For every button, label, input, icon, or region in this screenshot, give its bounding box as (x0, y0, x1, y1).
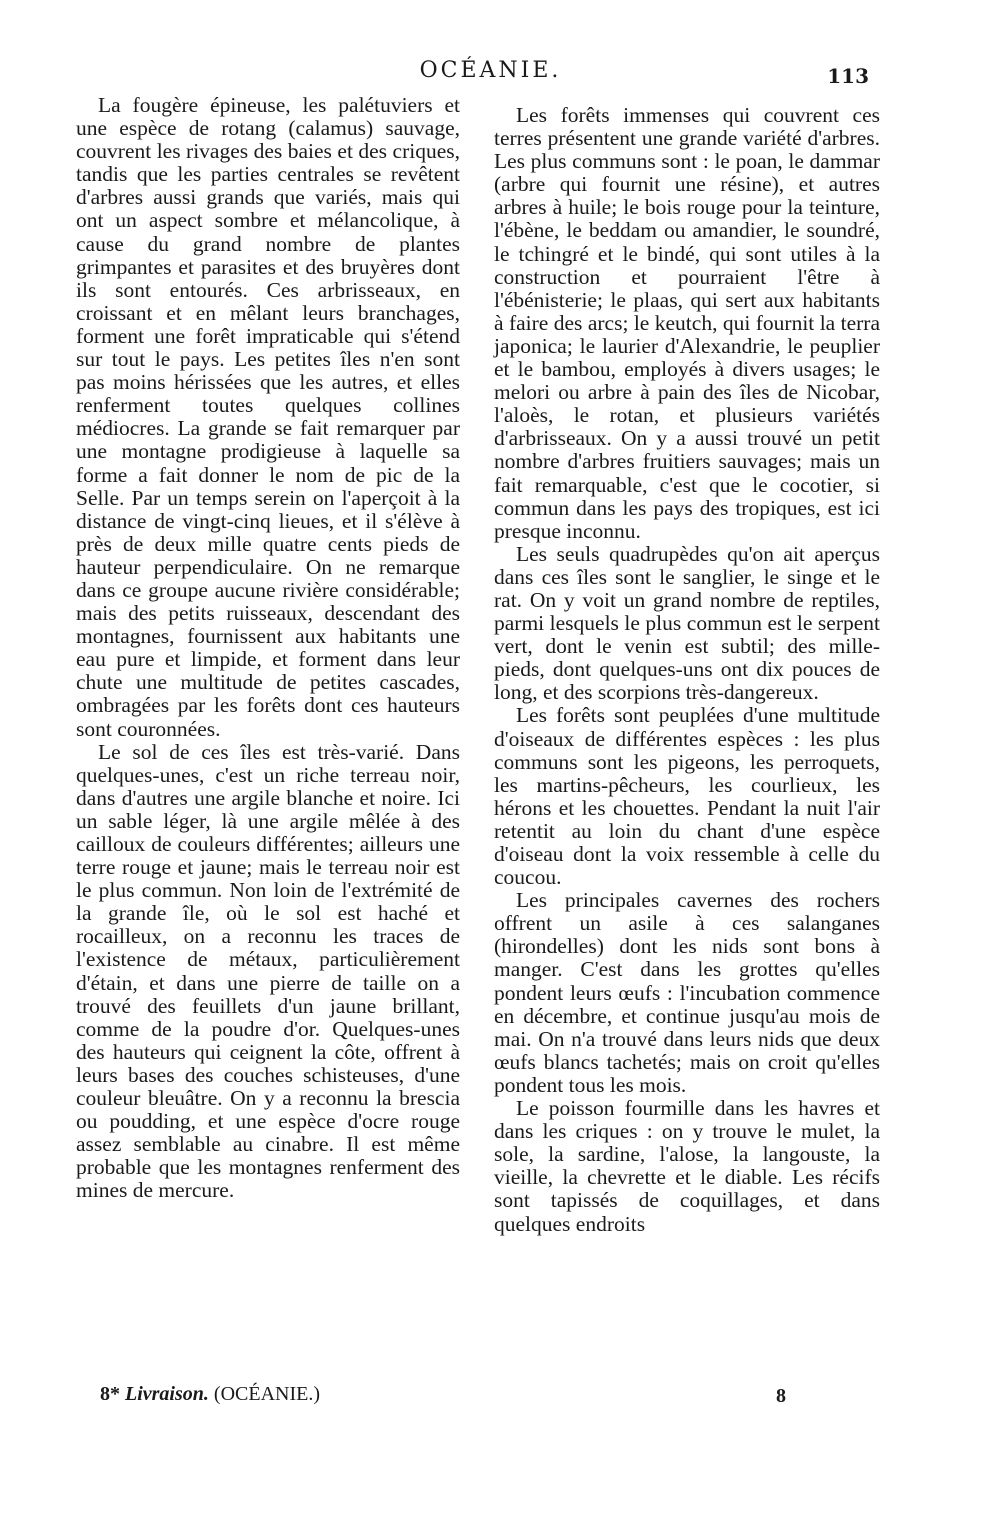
page-number: 113 (827, 64, 869, 88)
paragraph: La fougère épineuse, les palétuviers et une espèce de rotang (calamus) sauvage, couvrent les rivages des baies et des criques, tandis que les parties centrales se revêtent d'arbres aussi grands que variés, mais qui ont un aspect sombre et mélancolique, à cause du grand nombre de plantes grimpantes et parasites et des bruyères dont ils sont entourés. Ces arbrisseaux, en croissant et en mêlant leurs branchages, forment une forêt impraticable qui s'étend sur tout le pays. Les petites îles n'en sont pas moins hérissées que les autres, et elles renferment toutes quelques collines médiocres. La grande se fait remarquer par une montagne prodigieuse à laquelle sa forme a fait donner le nom de pic de la Selle. Par un temps serein on l'aperçoit à la distance de vingt-cinq lieues, et il s'élève à près de deux mille quatre cents pieds de hauteur perpendiculaire. On ne remarque dans ce groupe aucune rivière considérable; mais des petits ruisseaux, descendant des montagnes, fournissent aux habitants une eau pure et limpide, et forment dans leur chute une multitude de petites cascades, ombragées par les forêts dont ces hauteurs sont couronnées. (76, 93, 460, 741)
signature-title: (OCÉANIE.) (213, 1383, 320, 1405)
gathering-number: 8 (776, 1385, 786, 1407)
signature-label: Livraison. (125, 1383, 209, 1405)
right-column (494, 104, 880, 1236)
page-footer (0, 1383, 981, 1413)
paragraph: Le poisson fourmille dans les havres et dans les criques : on y trouve le mulet, la sole, la sardine, l'alose, la langouste, la vieille, la chevrette et le diable. Les récifs sont tapissés de coquillages, et dans quelques endroits (494, 1096, 880, 1236)
paragraph: Le sol de ces îles est très-varié. Dans quelques-unes, c'est un riche terreau noir, dans d'autres une argile blanche et noire. Ici un sable léger, là une argile mêlée à des cailloux de couleurs différentes; ailleurs une terre rouge et jaune; mais le terreau noir est le plus commun. Non loin de l'extrémité de la grande île, où le sol est haché et rocailleux, on a reconnu les traces de l'existence de métaux, particulièrement d'étain, et dans une pierre de taille on a trouvé des feuillets d'un jaune brillant, comme de la poudre d'or. Quelques-unes des hauteurs qui ceignent la côte, offrent à leurs bases des couches schisteuses, d'une couleur bleuâtre. On y a reconnu la brescia ou poudding, et une espèce d'ocre rouge assez semblable au cinabre. Il est même probable que les montagnes renferment des mines de mercure. (76, 739, 460, 1203)
signature-line (100, 1383, 320, 1406)
running-title: OCÉANIE. (419, 58, 562, 83)
paragraph: Les seuls quadrupèdes qu'on ait aperçus dans ces îles sont le sanglier, le singe et le rat. On y voit un grand nombre de reptiles, parmi lesquels le plus commun est le serpent vert, dont le venin est subtil; des mille-pieds, dont quelques-uns ont dix pouces de long, et des scorpions très-dangereux. (494, 541, 880, 705)
paragraph: Les principales cavernes des rochers offrent un asile à ces salanganes (hirondelles) dont les nids sont bons à manger. C'est dans les grottes qu'elles pondent leurs œufs : l'incubation commence en décembre, et continue jusqu'au mois de mai. On n'a trouvé dans leurs nids que deux œufs blancs tachetés; mais on croit qu'elles pondent tous les mois. (494, 888, 880, 1097)
signature-number: 8* (100, 1383, 120, 1405)
paragraph: Les forêts immenses qui couvrent ces terres présentent une grande variété d'arbres. Les plus communs sont : le poan, le dammar (arbre qui fournit une résine), et autres arbres à huile; le bois rouge pour la teinture, l'ébène, le beddam ou amandier, le soundré, le tchingré et le bindé, qui sont utiles à la construction et pourraient l'être à l'ébénisterie; le plaas, qui sert aux habitants à faire des arcs; le keutch, qui fournit la terra japonica; le laurier d'Alexandrie, le peuplier et le bambou, employés à divers usages; le melori ou arbre à pain des îles de Nicobar, l'aloès, le rotan, et plusieurs variétés d'arbrisseaux. On y a aussi trouvé un petit nombre d'arbres fruitiers sauvages; mais un fait remarquable, c'est que le cocotier, si commun dans les pays des tropiques, est ici presque inconnu. (494, 103, 880, 543)
paragraph: Les forêts sont peuplées d'une multitude d'oiseaux de différentes espèces : les plus communs sont les pigeons, les perroquets, les martins-pêcheurs, les courlieux, les hérons et les chouettes. Pendant la nuit l'air retentit au loin du chant d'une espèce d'oiseau dont la voix ressemble à celle du coucou. (494, 703, 880, 890)
left-column (76, 94, 460, 1203)
page-header (0, 52, 981, 92)
